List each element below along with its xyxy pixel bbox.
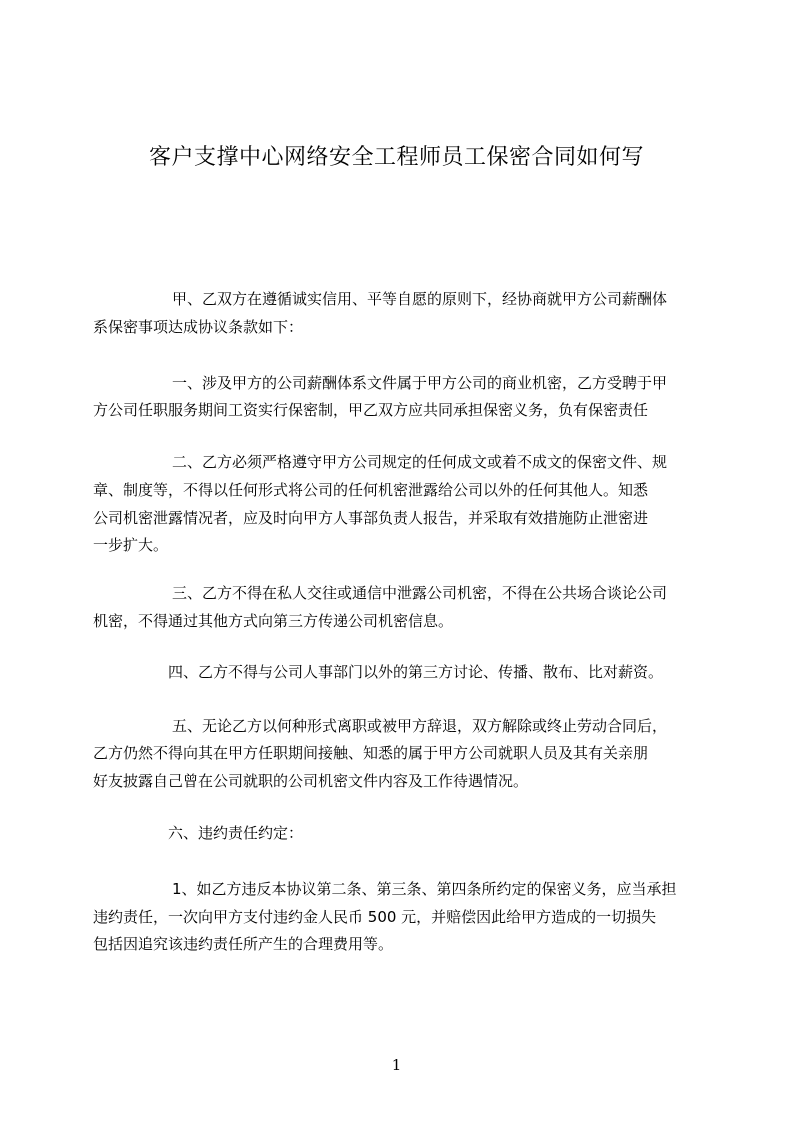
paragraph-line: 系保密事项达成协议条款如下：	[93, 318, 304, 336]
paragraph-line: 乙方仍然不得向其在甲方任职期间接触、知悉的属于甲方公司就职人员及其有关亲朋	[93, 744, 649, 762]
paragraph-line: 方公司任职服务期间工资实行保密制，甲乙双方应共同承担保密义务，负有保密责任	[93, 401, 649, 419]
paragraph-line: 好友披露自己曾在公司就职的公司机密文件内容及工作待遇情况。	[93, 772, 529, 790]
paragraph-line: 章、制度等，不得以任何形式将公司的任何机密泄露给公司以外的任何其他人。知悉	[93, 481, 649, 499]
paragraph-line: 一步扩大。	[93, 536, 169, 554]
paragraph-line: 六、违约责任约定：	[168, 824, 304, 842]
paragraph-line: 三、乙方不得在私人交往或通信中泄露公司机密，不得在公共场合谈论公司	[172, 584, 668, 602]
document-title: 客户支撑中心网络安全工程师员工保密合同如何写	[148, 145, 644, 170]
paragraph-line: 五、无论乙方以何种形式离职或被甲方辞退，双方解除或终止劳动合同后，	[172, 717, 668, 735]
paragraph-line: 1、如乙方违反本协议第二条、第三条、第四条所约定的保密义务，应当承担	[172, 880, 677, 898]
paragraph-line: 甲、乙双方在遵循诚实信用、平等自愿的原则下，经协商就甲方公司薪酬体	[172, 290, 668, 308]
paragraph-line: 四、乙方不得与公司人事部门以外的第三方讨论、传播、散布、比对薪资。	[168, 663, 664, 681]
paragraph-line: 机密，不得通过其他方式向第三方传递公司机密信息。	[93, 612, 454, 630]
paragraph-line: 违约责任，一次向甲方支付违约金人民币 500 元，并赔偿因此给甲方造成的一切损失	[93, 908, 657, 926]
paragraph-line: 二、乙方必须严格遵守甲方公司规定的任何成文或着不成文的保密文件、规	[172, 453, 668, 471]
paragraph-line: 公司机密泄露情况者，应及时向甲方人事部负责人报告，并采取有效措施防止泄密进	[93, 509, 649, 527]
paragraph-line: 包括因追究该违约责任所产生的合理费用等。	[93, 935, 394, 953]
paragraph-line: 一、涉及甲方的公司薪酬体系文件属于甲方公司的商业机密，乙方受聘于甲	[172, 374, 668, 392]
page-number: 1	[391, 1056, 402, 1074]
